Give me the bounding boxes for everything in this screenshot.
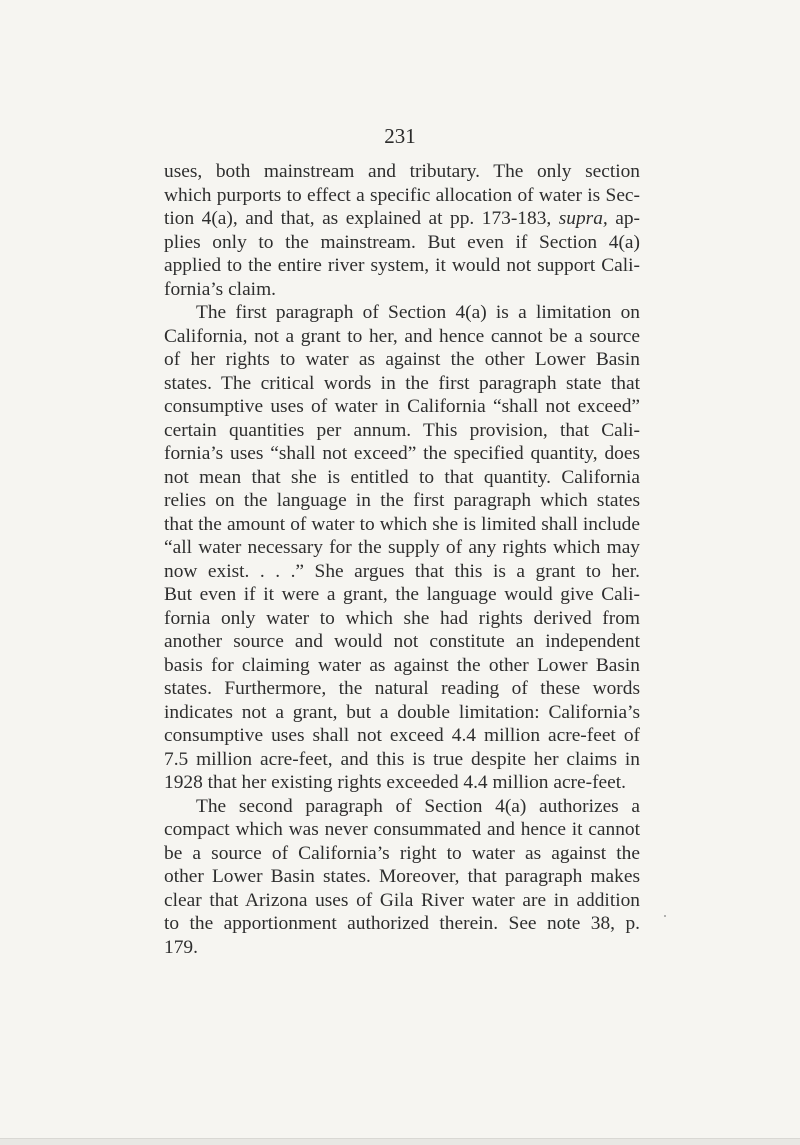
text-line: uses, both mainstream and tributary. The only section	[164, 161, 640, 182]
page-bottom-edge	[0, 1138, 800, 1145]
paper-speck	[664, 915, 666, 917]
text-line: But even if it were a grant, the language would give Cali-	[164, 584, 640, 605]
text-line: states. The critical words in the first paragraph state that	[164, 372, 640, 394]
text-line: “all water necessary for the supply of any rights which may	[164, 537, 640, 558]
text-line: now exist. . . .” She argues that this is a grant to her.	[164, 560, 640, 582]
text-line: 179.	[164, 936, 198, 958]
text-line: plies only to the mainstream. But even if Section 4(a)	[164, 231, 640, 253]
text-line: not mean that she is entitled to that quantity. California	[164, 466, 640, 488]
text-line: states. Furthermore, the natural reading of these words	[164, 678, 640, 699]
text-line: 1928 that her existing rights exceeded 4.4 million acre-feet.	[164, 772, 626, 793]
text-line: applied to the entire river system, it would not support Cali-	[164, 255, 640, 276]
text-line: 7.5 million acre-feet, and this is true despite her claims in	[164, 748, 640, 770]
text-line: indicates not a grant, but a double limitation: California’s	[164, 701, 640, 723]
paragraph-1	[164, 160, 640, 301]
text-line: basis for claiming water as against the other Lower Basin	[164, 654, 640, 676]
text-line	[164, 207, 640, 231]
supra-italic: supra,	[558, 208, 608, 229]
text-line: be a source of California’s right to water as against the	[164, 842, 640, 864]
text-line: California, not a grant to her, and hence cannot be a source	[164, 325, 640, 347]
text-line: fornia only water to which she had rights derived from	[164, 607, 640, 629]
text-line: of her rights to water as against the other Lower Basin	[164, 349, 640, 370]
text-line-part: ap-	[607, 208, 640, 229]
text-line-part: tion 4(a), and that, as explained at pp. 173-183,	[164, 208, 559, 229]
text-line: The second paragraph of Section 4(a) authorizes a	[196, 795, 640, 817]
paragraph-3	[164, 795, 640, 960]
text-line: other Lower Basin states. Moreover, that paragraph makes	[164, 866, 640, 887]
paragraph-2	[164, 301, 640, 795]
text-line: which purports to effect a specific allocation of water is Sec-	[164, 184, 640, 206]
text-line: that the amount of water to which she is limited shall include	[164, 513, 640, 535]
text-line: compact which was never consummated and hence it cannot	[164, 819, 640, 840]
text-line: another source and would not constitute an independent	[164, 631, 640, 652]
text-line: fornia’s uses “shall not exceed” the specified quantity, does	[164, 443, 640, 464]
body-text	[164, 160, 640, 959]
text-line: fornia’s claim.	[164, 278, 276, 300]
text-line: certain quantities per annum. This provision, that Cali-	[164, 419, 640, 441]
text-line: to the apportionment authorized therein. See note 38, p.	[164, 913, 640, 934]
text-line: The first paragraph of Section 4(a) is a limitation on	[196, 302, 640, 323]
page-number: 231	[384, 124, 416, 148]
text-line: clear that Arizona uses of Gila River water are in addition	[164, 889, 640, 911]
text-line: relies on the language in the first paragraph which states	[164, 490, 640, 511]
text-line: consumptive uses of water in California “shall not exceed”	[164, 396, 640, 417]
text-line: consumptive uses shall not exceed 4.4 million acre-feet of	[164, 725, 640, 746]
